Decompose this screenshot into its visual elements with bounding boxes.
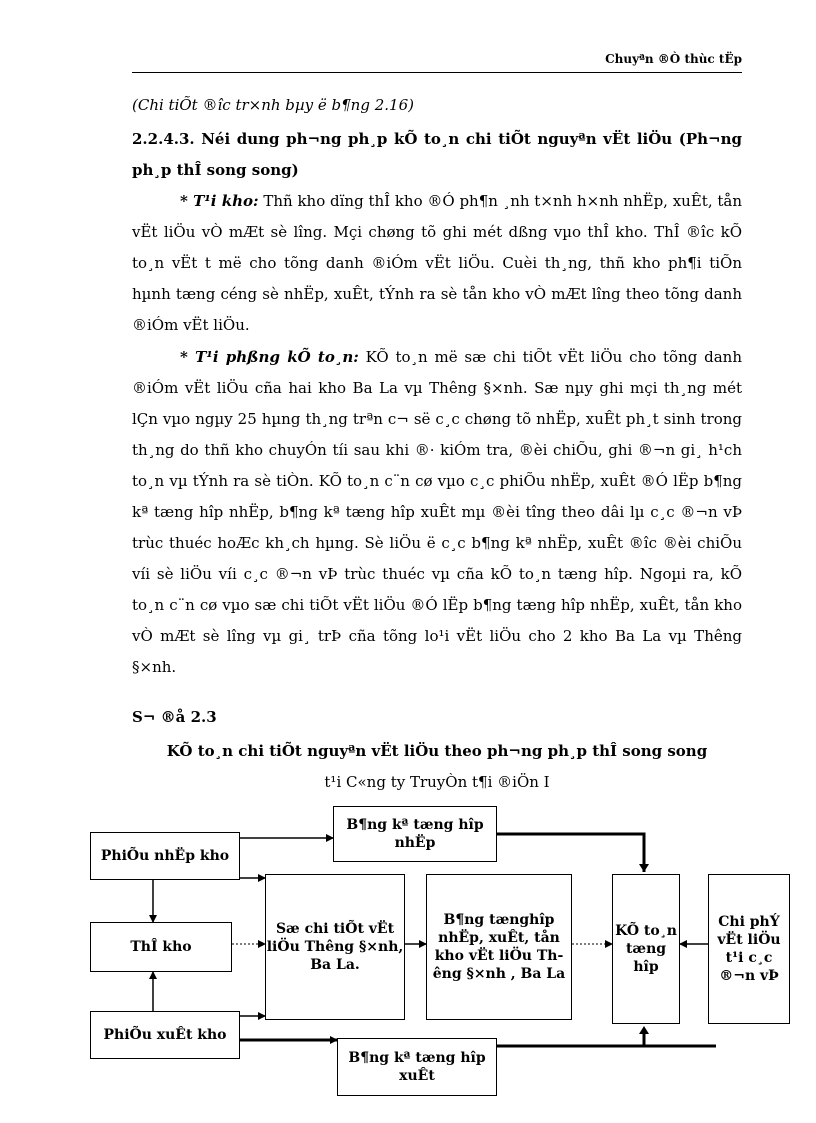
box-ke-toan-tong-hop: KÕ to¸n tæng hîp bbox=[612, 874, 680, 1024]
box-the-kho: ThÎ kho bbox=[90, 922, 232, 972]
section-heading: 2.2.4.3. Néi dung ph¬ng ph¸p kÕ to¸n chi tiÕt nguyªn vËt liÖu (Ph¬ng ph¸p thÎ song song) bbox=[132, 130, 742, 179]
diagram-subtitle: t¹i C«ng ty TruyÒn t¶i ®iÖn I bbox=[324, 773, 550, 791]
arrow-bangkenhap-to-ketoan bbox=[497, 834, 644, 872]
diagram-label: S¬ ®å 2.3 bbox=[132, 708, 217, 726]
diagram-title: KÕ to¸n chi tiÕt nguyªn vËt liÖu theo ph¬ng ph¸p thÎ song song bbox=[166, 742, 708, 760]
accounting-lead: * T¹i phßng kÕ to¸n: bbox=[180, 348, 359, 366]
box-bang-ke-xuat: B¶ng kª tæng hîp xuÊt bbox=[337, 1038, 497, 1096]
page-header: Chuyªn ®Ò thùc tËp bbox=[605, 52, 742, 66]
box-chi-phi: Chi phÝ vËt liÖu t¹i c¸c ®¬n vÞ bbox=[708, 874, 790, 1024]
warehouse-lead: * T¹i kho: bbox=[180, 192, 259, 210]
box-so-chi-tiet: Sæ chi tiÕt vËt liÖu Thêng §×nh, Ba La. bbox=[265, 874, 405, 1020]
reference-note: (Chi tiÕt ®îc tr×nh bµy ë b¶ng 2.16) bbox=[132, 96, 414, 114]
warehouse-text: Thñ kho dïng thÎ kho ®Ó ph¶n ¸nh t×nh h×nh nhËp, xuÊt, tån vËt liÖu vÒ mÆt sè lîng. Mçi chøng tõ ghi mét dßng vµo thÎ kho. ThÎ ®îc kÕ to¸n vËt t më cho tõng danh ®iÓm vËt liÖu. Cuèi th¸ng, thñ kho ph¶i tiÕn hµnh tæng céng sè nhËp, xuÊt, tÝnh ra sè tån kho vÒ mÆt lîng theo tõng danh ®iÓm vËt liÖu. bbox=[132, 192, 742, 334]
box-phieu-xuat: PhiÕu xuÊt kho bbox=[90, 1011, 240, 1059]
box-bang-ke-nhap: B¶ng kª tæng hîp nhËp bbox=[333, 806, 497, 862]
accounting-text: KÕ to¸n më sæ chi tiÕt vËt liÖu cho tõng danh ®iÓm vËt liÖu cña hai kho Ba La vµ Thêng §×nh. Sæ nµy ghi mçi th¸ng mét lÇn vµo ngµy 25 hµng th¸ng trªn c¬ së c¸c chøng tõ nhËp, xuÊt ph¸t sinh trong th¸ng do thñ kho chuyÓn tíi sau khi ®· kiÓm tra, ®èi chiÕu, ghi ®¬n gi¸ h¹ch to¸n vµ tÝnh ra sè tiÒn. KÕ to¸n c¨n cø vµo c¸c phiÕu nhËp, xuÊt ®Ó lËp b¶ng kª tæng hîp nhËp, b¶ng kª tæng hîp xuÊt mµ ®èi tîng theo dâi lµ c¸c ®¬n vÞ trùc thuéc hoÆc kh¸ch hµng. Sè liÖu ë c¸c b¶ng kª nhËp, xuÊt ®îc ®èi chiÕu víi sè liÖu víi c¸c ®¬n vÞ trùc thuéc vµ cña kÕ to¸n tæng hîp. Ngoµi ra, kÕ to¸n c¨n cø vµo sæ chi tiÕt vËt liÖu ®Ó lËp b¶ng tæng hîp nhËp, xuÊt, tån kho vÒ mÆt sè lîng vµ gi¸ trÞ cña tõng lo¹i vËt liÖu cho 2 kho Ba La vµ Thêng §×nh. bbox=[132, 348, 742, 676]
box-bang-tong-hop: B¶ng tænghîp nhËp, xuÊt, tån kho vËt liÖu Thêng §×nh , Ba La bbox=[426, 874, 572, 1020]
box-phieu-nhap: PhiÕu nhËp kho bbox=[90, 832, 240, 880]
